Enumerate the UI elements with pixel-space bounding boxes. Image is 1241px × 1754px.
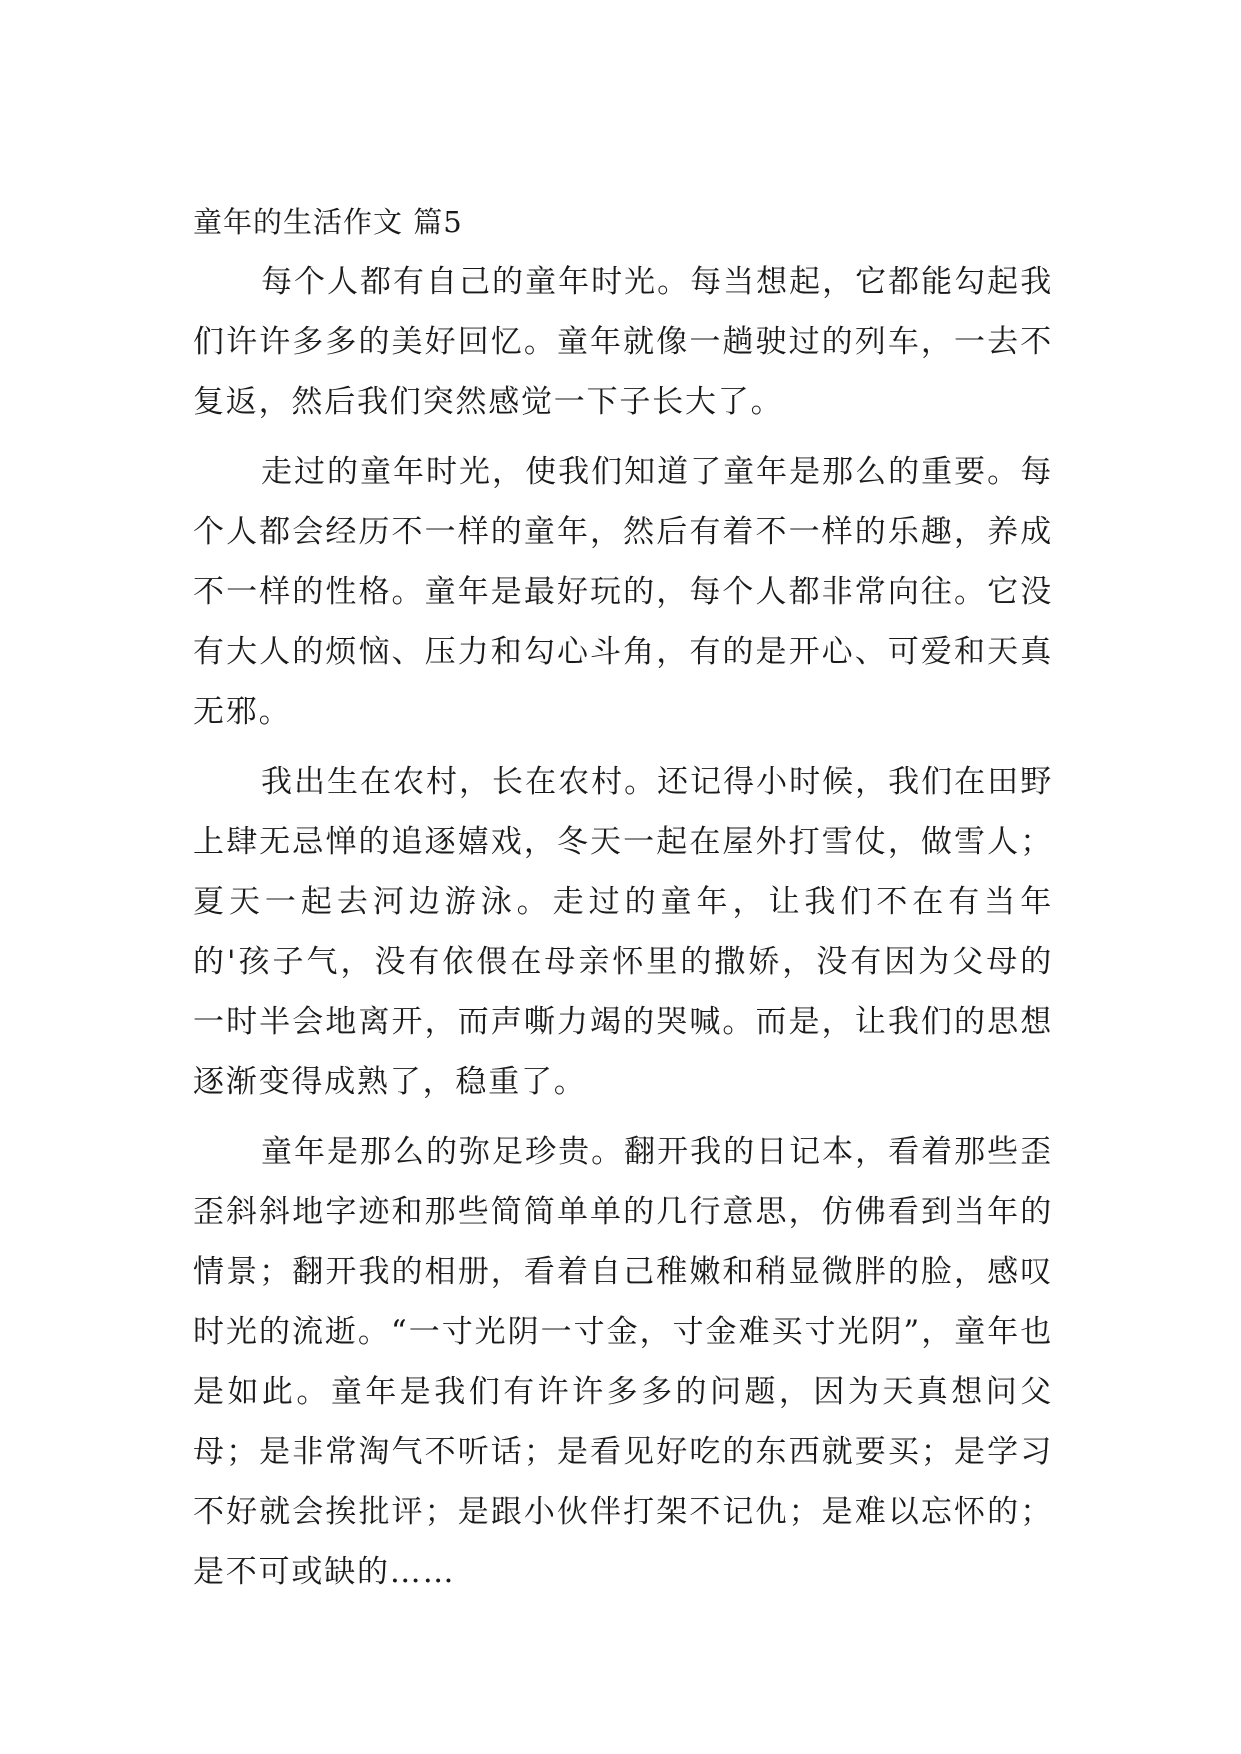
paragraph-3: 我出生在农村，长在农村。还记得小时候，我们在田野上肆无忌惮的追逐嬉戏，冬天一起在屋外打雪仗，做雪人；夏天一起去河边游泳。走过的童年，让我们不在有当年的'孩子气，没有依偎在母亲怀里的撒娇，没有因为父母的一时半会地离开，而声嘶力竭的哭喊。而是，让我们的思想逐渐变得成熟了，稳重了。 <box>193 764 1053 1100</box>
document-page <box>193 196 1053 1612</box>
paragraph-1: 每个人都有自己的童年时光。每当想起，它都能勾起我们许许多多的美好回忆。童年就像一趟驶过的列车，一去不复返，然后我们突然感觉一下子长大了。 <box>193 264 1053 420</box>
document-title: 童年的生活作文 篇5 <box>193 205 463 239</box>
paragraph-4: 童年是那么的弥足珍贵。翻开我的日记本，看着那些歪歪斜斜地字迹和那些简简单单的几行意思，仿佛看到当年的情景；翻开我的相册，看着自己稚嫩和稍显微胖的脸，感叹时光的流逝。“一寸光阴一寸金，寸金难买寸光阴”，童年也是如此。童年是我们有许许多多的问题，因为天真想问父母；是非常淘气不听话；是看见好吃的东西就要买；是学习不好就会挨批评；是跟小伙伴打架不记仇；是难以忘怀的；是不可或缺的…… <box>193 1134 1053 1590</box>
paragraph-2: 走过的童年时光，使我们知道了童年是那么的重要。每个人都会经历不一样的童年，然后有着不一样的乐趣，养成不一样的性格。童年是最好玩的，每个人都非常向往。它没有大人的烦恼、压力和勾心斗角，有的是开心、可爱和天真无邪。 <box>193 454 1053 730</box>
